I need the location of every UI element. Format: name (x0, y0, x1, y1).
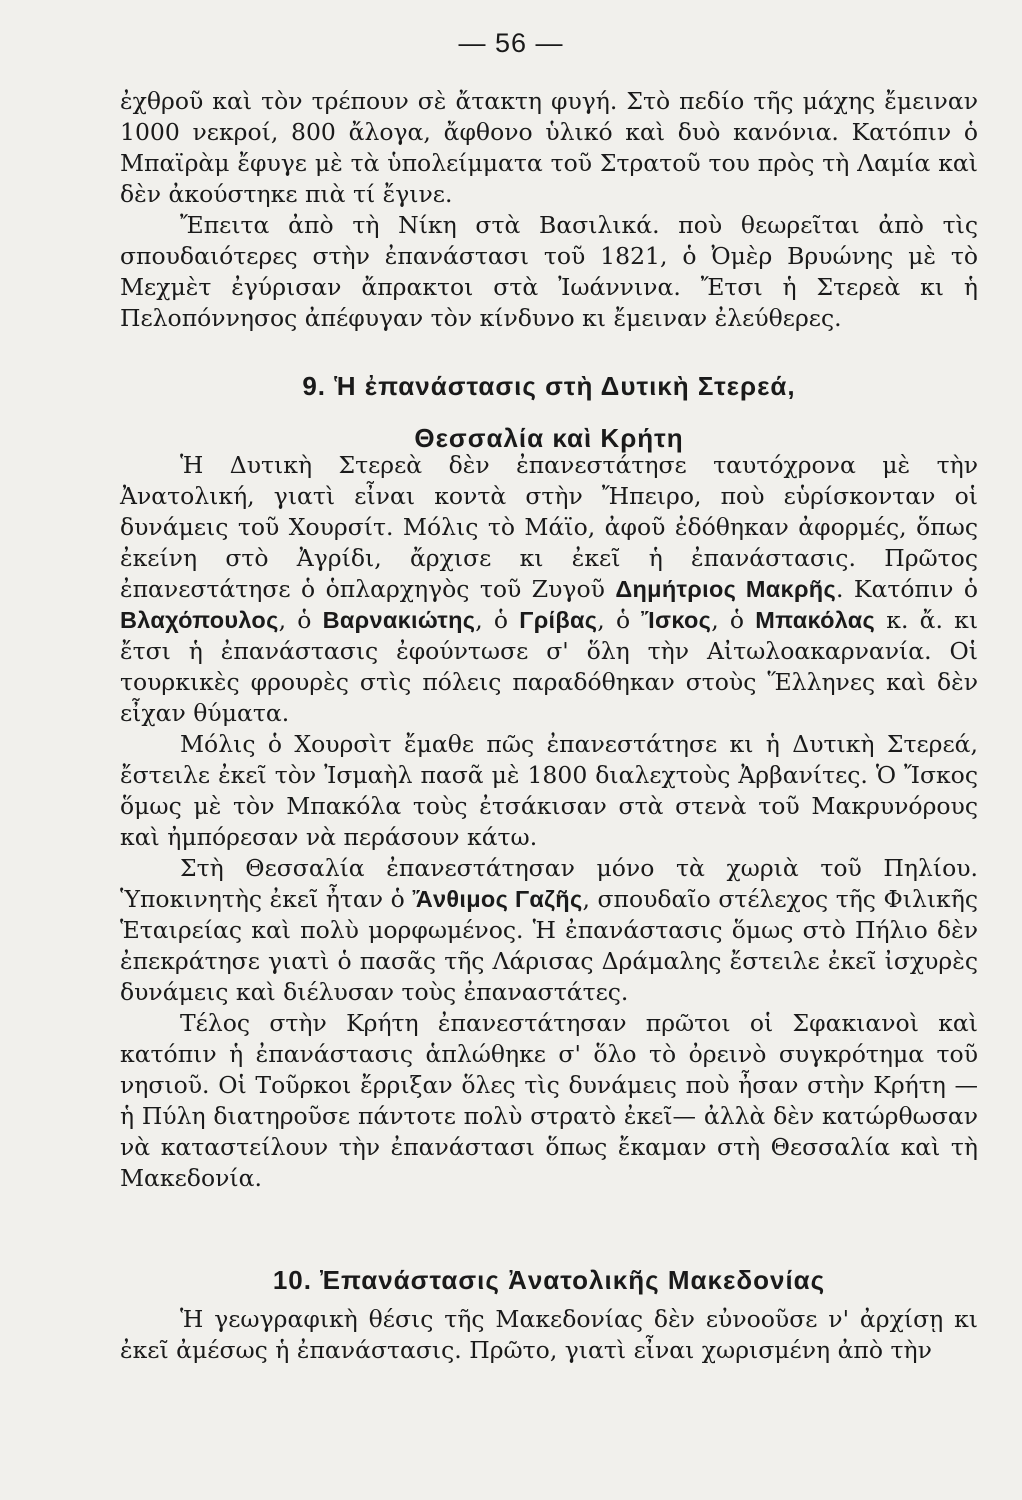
intro-text (120, 86, 978, 334)
section-9-heading-line1: 9. Ἡ ἐπανάστασις στὴ Δυτικὴ Στερεά, (302, 371, 796, 401)
text-run: , ὁ (711, 606, 756, 634)
text-run: Ἡ Δυτικὴ Στερεὰ δὲν ἐπανεστάτησε ταυτόχρονα μὲ τὴν Ἀνατολική, γιατὶ εἶναι κοντὰ στὴν Ἤπειρο, ποὺ εὑρίσκονταν οἱ δυνάμεις τοῦ Χουρσίτ. Μόλις τὸ Μάϊο, ἀφοῦ ἐδόθηκαν ἀφορμές, ὅπως ἐκείνη στὸ Ἀγρίδι, ἄρχισε κι ἐκεῖ ἡ ἐπανάστασις. Πρῶτος ἐπανεστάτησε ὁ ὁπλαρχηγὸς τοῦ Ζυγοῦ (120, 451, 978, 603)
section-9-text (120, 450, 978, 1194)
person-name: Δημήτριος Μακρῆς (615, 576, 836, 602)
section-9-heading (120, 360, 978, 464)
text-run: , ὁ (597, 606, 642, 634)
person-name: Μπακόλας (755, 607, 876, 633)
person-name: Βαρνακιώτης (322, 607, 476, 633)
person-name: Ἴσκος (641, 607, 712, 633)
paragraph (120, 853, 978, 1008)
person-name: Βλαχόπουλος (120, 607, 279, 633)
section-10-text (120, 1304, 978, 1366)
person-name: Γρίβας (519, 607, 598, 633)
section-9-heading-line2: Θεσσαλία καὶ Κρήτη (414, 423, 684, 453)
person-name: Ἄνθιμος Γαζῆς (412, 886, 583, 912)
paragraph: ἐχθροῦ καὶ τὸν τρέπουν σὲ ἄτακτη φυγή. Στὸ πεδίο τῆς μάχης ἔμειναν 1000 νεκροί, 800 ἄλογα, ἄφθονο ὑλικό καὶ δυὸ κανόνια. Κατόπιν ὁ Μπαϊρὰμ ἔφυγε μὲ τὰ ὑπολείμματα τοῦ Στρατοῦ του πρὸς τὴ Λαμία καὶ δὲν ἀκούστηκε πιὰ τί ἔγινε. (120, 87, 978, 208)
text-run: , σπουδαῖο στέλεχος τῆς Φιλικῆς Ἑταιρείας καὶ πολὺ μορφωμένος. Ἡ ἐπανάστασις ὅμως στὸ Πήλιο δὲν ἐπεκράτησε γιατὶ ὁ πασᾶς τῆς Λάρισας Δράμαλης ἔστειλε ἐκεῖ ἰσχυρὲς δυνάμεις καὶ διέλυσαν τοὺς ἐπαναστάτες. (120, 885, 978, 1006)
paragraph (120, 450, 978, 729)
text-run: κ. ἄ. κι ἔτσι ἡ ἐπανάστασις ἐφούντωσε σ' ὅλη τὴν Αἰτωλοακαρνανία. Οἱ τουρκικὲς φρουρὲς στὶς πόλεις παραδόθηκαν στοὺς Ἕλληνες καὶ δὲν εἶχαν θύματα. (120, 606, 979, 727)
paragraph: Ἡ γεωγραφικὴ θέσις τῆς Μακεδονίας δὲν εὐνοοῦσε ν' ἀρχίσῃ κι ἐκεῖ ἀμέσως ἡ ἐπανάστασις. Πρῶτο, γιατὶ εἶναι χωρισμένη ἀπὸ τὴν (120, 1305, 978, 1364)
section-10-heading: 10. Ἐπανάστασις Ἀνατολικῆς Μακεδονίας (272, 1265, 826, 1295)
text-run: , ὁ (475, 606, 520, 634)
text-run: Στὴ Θεσσαλία ἐπανεστάτησαν μόνο τὰ χωριὰ τοῦ Πηλίου. Ὑποκινητὴς ἐκεῖ ἦταν ὁ (120, 854, 978, 913)
text-run: , ὁ (278, 606, 323, 634)
text-run: . Κατόπιν ὁ (835, 575, 979, 603)
page-number: — 56 — (458, 28, 564, 58)
paragraph: Ἔπειτα ἀπὸ τὴ Νίκη στὰ Βασιλικά. ποὺ θεωρεῖται ἀπὸ τὶς σπουδαιότερες στὴν ἐπανάστασι τοῦ 1821, ὁ Ὀμὲρ Βρυώνης μὲ τὸ Μεχμὲτ ἐγύρισαν ἄπρακτοι στὰ Ἰωάννινα. Ἔτσι ἡ Στερεὰ κι ἡ Πελοπόννησος ἀπέφυγαν τὸν κίνδυνο κι ἔμειναν ἐλεύθερες. (120, 211, 978, 332)
paragraph: Μόλις ὁ Χουρσὶτ ἔμαθε πῶς ἐπανεστάτησε κι ἡ Δυτικὴ Στερεά, ἔστειλε ἐκεῖ τὸν Ἰσμαὴλ πασᾶ μὲ 1800 διαλεχτοὺς Ἀρβανίτες. Ὁ Ἴσκος ὅμως μὲ τὸν Μπακόλα τοὺς ἐτσάκισαν στὰ στενὰ τοῦ Μακρυνόρους καὶ ἠμπόρεσαν νὰ περάσουν κάτω. (120, 730, 978, 851)
paragraph: Τέλος στὴν Κρήτη ἐπανεστάτησαν πρῶτοι οἱ Σφακιανοὶ καὶ κατόπιν ἡ ἐπανάστασις ἁπλώθηκε σ' ὅλο τὸ ὀρεινὸ συγκρότημα τοῦ νησιοῦ. Οἱ Τοῦρκοι ἔρριξαν ὅλες τὶς δυνάμεις ποὺ ἦσαν στὴν Κρήτη —ἡ Πύλη διατηροῦσε πάντοτε πολὺ στρατὸ ἐκεῖ— ἀλλὰ δὲν κατώρθωσαν νὰ καταστείλουν τὴν ἐπανάστασι ὅπως ἔκαμαν στὴ Θεσσαλία καὶ τὴ Μακεδονία. (120, 1009, 978, 1192)
